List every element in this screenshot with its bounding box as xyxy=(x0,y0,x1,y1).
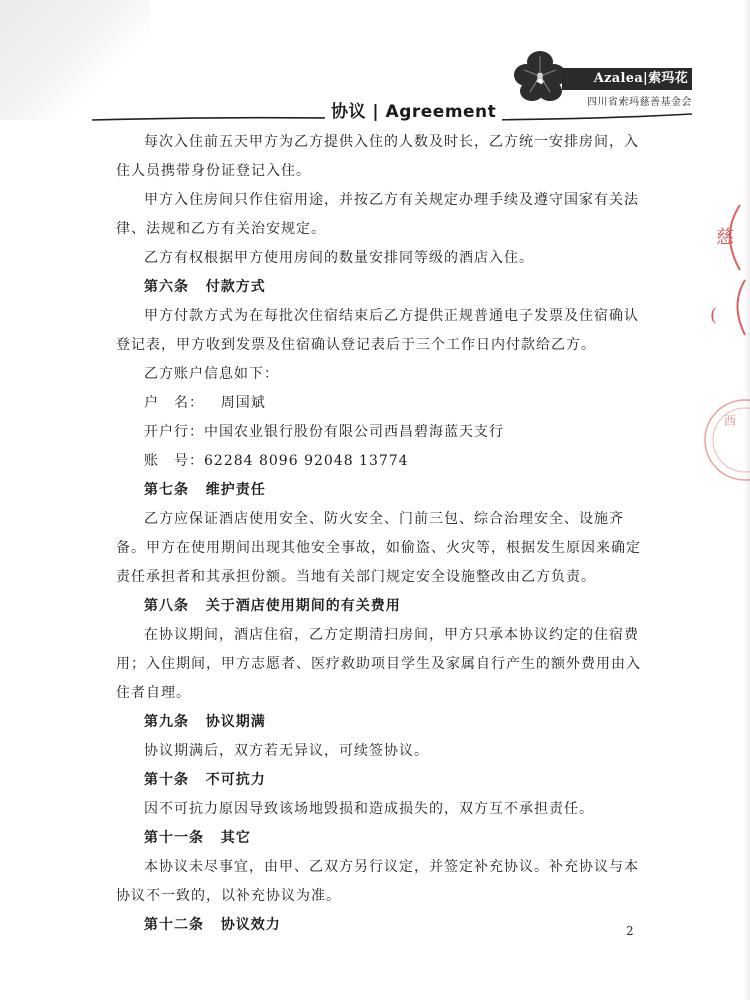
red-seal-stamp xyxy=(690,195,750,545)
clause-title: 不可抗力 xyxy=(205,772,266,788)
clause-title: 维护责任 xyxy=(205,482,266,498)
body-paragraph: 甲方入住房间只作住宿用途，并按乙方有关规定办理手续及遵守国家有关法律、法规和乙方有关治安规定。 xyxy=(116,192,639,237)
clause-heading xyxy=(116,273,650,302)
account-field xyxy=(116,418,650,447)
body-paragraph: 乙方有权根据甲方使用房间的数量安排同等级的酒店入住。 xyxy=(144,250,534,266)
azalea-flower-icon xyxy=(512,48,568,106)
account-field-value: 62284 8096 92048 13774 xyxy=(204,453,409,469)
account-field-value: 中国农业银行股份有限公司西昌碧海蓝天支行 xyxy=(204,424,504,440)
account-field-label: 开户行： xyxy=(144,424,204,440)
clause-number: 第十二条 xyxy=(144,917,204,933)
clause-number: 第十条 xyxy=(144,772,189,788)
body-paragraph: 乙方应保证酒店使用安全、防火安全、门前三包、综合治理安全、设施齐备。甲方在使用期间出现其他安全事故，如偷盗、火灾等，根据发生原因来确定责任承担者和其承担份额。当地有关部门规定安全设施整改由乙方负责。 xyxy=(116,511,641,585)
clause-title: 其它 xyxy=(220,830,251,846)
page-title: 协议 | Agreement xyxy=(325,97,502,122)
account-field-label: 户 名： xyxy=(144,395,204,411)
body-paragraph: 因不可抗力原因导致该场地毁损和造成损失的，双方互不承担责任。 xyxy=(144,801,594,817)
clause-number: 第六条 xyxy=(144,279,189,295)
clause-heading xyxy=(116,592,650,621)
clause-title: 付款方式 xyxy=(205,279,266,295)
body-paragraph: 本协议未尽事宜，由甲、乙双方另行议定，并签定补充协议。补充协议与本协议不一致的，以补充协议为准。 xyxy=(116,859,639,904)
foundation-logo xyxy=(512,48,692,110)
seal-text-fragment: 西 xyxy=(724,414,737,428)
body-paragraph: 每次入住前五天甲方为乙方提供入住的人数及时长，乙方统一安排房间，入住人员携带身份证登记入住。 xyxy=(116,134,639,179)
logo-org-name: 四川省索玛慈善基金会 xyxy=(587,97,692,108)
clause-heading xyxy=(116,476,650,505)
body-paragraph: 甲方付款方式为在每批次住宿结束后乙方提供正规普通电子发票及住宿确认登记表，甲方收到发票及住宿确认登记表后于三个工作日内付款给乙方。 xyxy=(116,308,639,353)
page-number: 2 xyxy=(626,924,634,938)
seal-text-fragment: ( xyxy=(710,305,718,326)
clause-title: 协议期满 xyxy=(205,714,266,730)
agreement-body xyxy=(116,128,650,940)
clause-number: 第九条 xyxy=(144,714,189,730)
clause-title: 协议效力 xyxy=(220,917,281,933)
scan-shadow xyxy=(0,0,150,120)
body-paragraph: 乙方账户信息如下： xyxy=(144,366,279,382)
clause-title: 关于酒店使用期间的有关费用 xyxy=(205,598,401,614)
clause-heading xyxy=(116,911,650,940)
clause-number: 第八条 xyxy=(144,598,189,614)
clause-heading xyxy=(116,766,650,795)
account-field-label: 账 号： xyxy=(144,453,204,469)
account-field-value: 周国斌 xyxy=(220,395,266,411)
body-paragraph: 在协议期间，酒店住宿，乙方定期清扫房间，甲方只承本协议约定的住宿费用；入住期间，甲方志愿者、医疗救助项目学生及家属自行产生的额外费用由入住者自理。 xyxy=(116,627,641,701)
clause-heading xyxy=(116,824,650,853)
clause-number: 第十一条 xyxy=(144,830,204,846)
body-paragraph: 协议期满后，双方若无异议，可续签协议。 xyxy=(144,743,429,759)
account-field xyxy=(116,447,650,476)
clause-heading xyxy=(116,708,650,737)
logo-brand-text: Azalea|索玛花 xyxy=(562,68,692,90)
account-field xyxy=(116,389,650,418)
seal-text-fragment: 慈 xyxy=(716,227,734,248)
clause-number: 第七条 xyxy=(144,482,189,498)
